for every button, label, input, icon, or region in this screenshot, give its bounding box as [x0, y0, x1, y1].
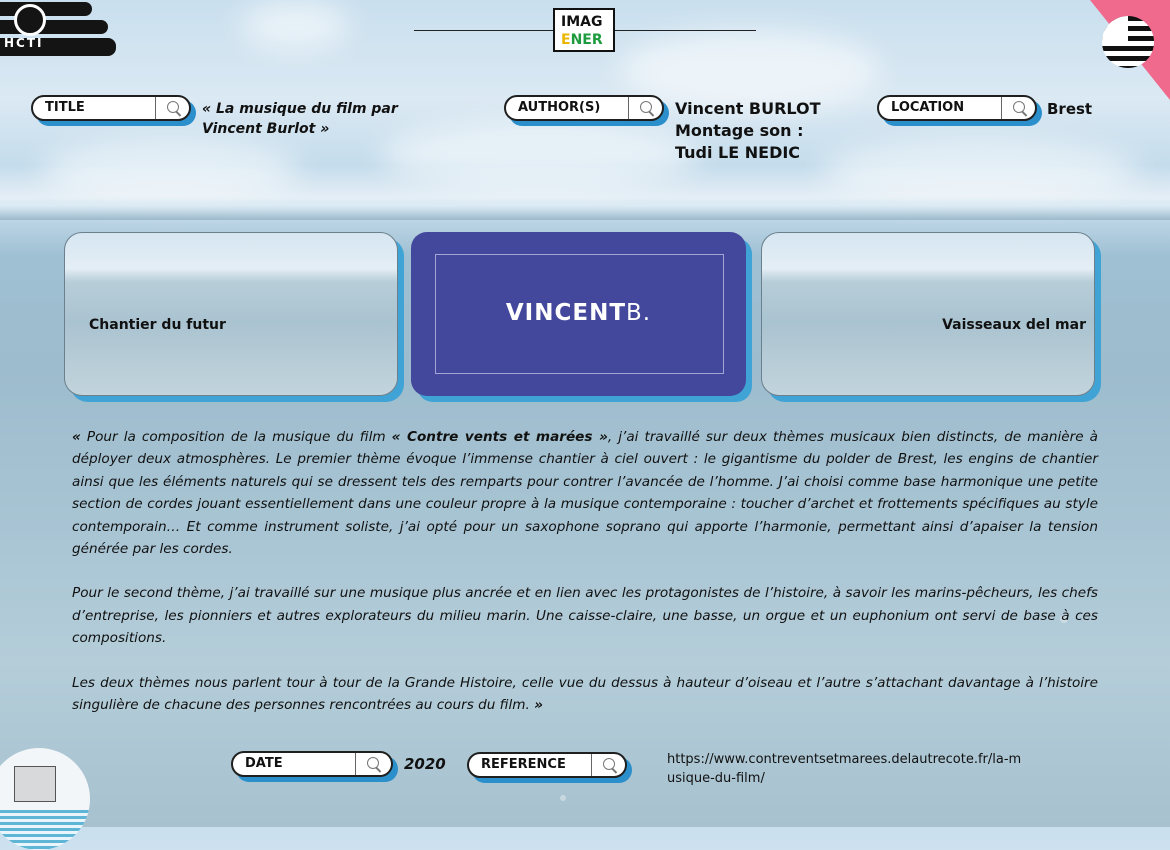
- paragraph: Pour le second thème, j’ai travaillé sur une musique plus ancrée et en lien avec les protagonistes de l’histoire, à savoir les marins-pêcheurs, les chefs d’entreprise, les pionniers et autres explorateurs du milieu marin. Une caisse-claire, une basse, un orgue et un euphonium ont servi de base à ces compositions.: [72, 585, 1098, 647]
- logo-bar: [0, 2, 92, 16]
- date-value: 2020: [404, 755, 446, 773]
- paragraph: Les deux thèmes nous parlent tour à tour de la Grande Histoire, celle vue du dessus à hauteur d’oiseau et l’autre s’attachant davantage à l’histoire singulière de chacune des personnes rencontrées au cours du film. »: [72, 674, 1098, 714]
- cloud: [380, 120, 700, 190]
- brand-logo: VINCENTB.: [505, 300, 652, 326]
- waves-icon: [0, 810, 90, 850]
- description-text: [72, 426, 1098, 738]
- logo-line: [615, 30, 756, 31]
- authors-label[interactable]: AUTHOR(S): [504, 95, 664, 121]
- search-icon: [640, 101, 652, 113]
- search-icon: [167, 101, 179, 113]
- location-value: Brest: [1047, 100, 1093, 118]
- search-icon: [603, 758, 615, 770]
- logo-line1: IMAG: [561, 14, 603, 30]
- logo-box: [553, 8, 615, 52]
- location-label[interactable]: LOCATION: [877, 95, 1037, 121]
- hcti-logo: [0, 0, 118, 58]
- card-vincent-b[interactable]: [411, 232, 746, 396]
- title-label[interactable]: TITLE: [31, 95, 191, 121]
- title-value: « La musique du film par Vincent Burlot »: [202, 101, 398, 137]
- breton-flag-icon: [1102, 16, 1154, 68]
- logo-line2: ENER: [561, 32, 603, 48]
- logo-text: HCTI: [4, 36, 44, 50]
- imagener-logo: [414, 8, 756, 54]
- cloud: [40, 140, 300, 200]
- search-icon: [1013, 101, 1025, 113]
- cloud: [240, 0, 350, 50]
- village-illustration: [0, 748, 90, 850]
- date-label[interactable]: DATE: [231, 751, 393, 777]
- authors-value: Vincent BURLOT Montage son : Tudi LE NEDIC: [675, 99, 821, 162]
- card-title: Chantier du futur: [89, 317, 226, 333]
- card-title: Vaisseaux del mar: [942, 317, 1086, 333]
- logo-circle-icon: [14, 4, 46, 36]
- sea-horizon: [0, 196, 1170, 220]
- reference-label[interactable]: REFERENCE: [467, 752, 627, 778]
- search-icon: [367, 757, 379, 769]
- card-chantier-du-futur[interactable]: [64, 232, 398, 396]
- cloud: [820, 140, 1140, 200]
- card-vaisseaux-del-mar[interactable]: [761, 232, 1095, 396]
- house-icon: [14, 766, 56, 802]
- bubble: [560, 795, 566, 801]
- logo-line: [414, 30, 553, 31]
- paragraph: « Pour la composition de la musique du film « Contre vents et marées », j’ai travaillé sur deux thèmes musicaux bien distincts, de manière à déployer deux atmosphères. Le premier thème évoque l’immense chantier à ciel ouvert : le gigantisme du polder de Brest, les engins de chantier ainsi que les éléments naturels qui se dressent tels des remparts pour contrer l’avancée de l’homme. J’ai choisi comme base harmonique une petite section de cordes jouant essentiellement dans une couleur propre à la musique contemporaine : toucher d’archet et frottements spécifiques au style contemporain… Et comme instrument soliste, j’ai opté pour un saxophone soprano qui apporte l’harmonie, permettant ainsi d’apaiser la tension générée par les cordes.: [72, 429, 1098, 558]
- reference-link[interactable]: https://www.contreventsetmarees.delautrecote.fr/la-musique-du-film/: [667, 752, 1022, 786]
